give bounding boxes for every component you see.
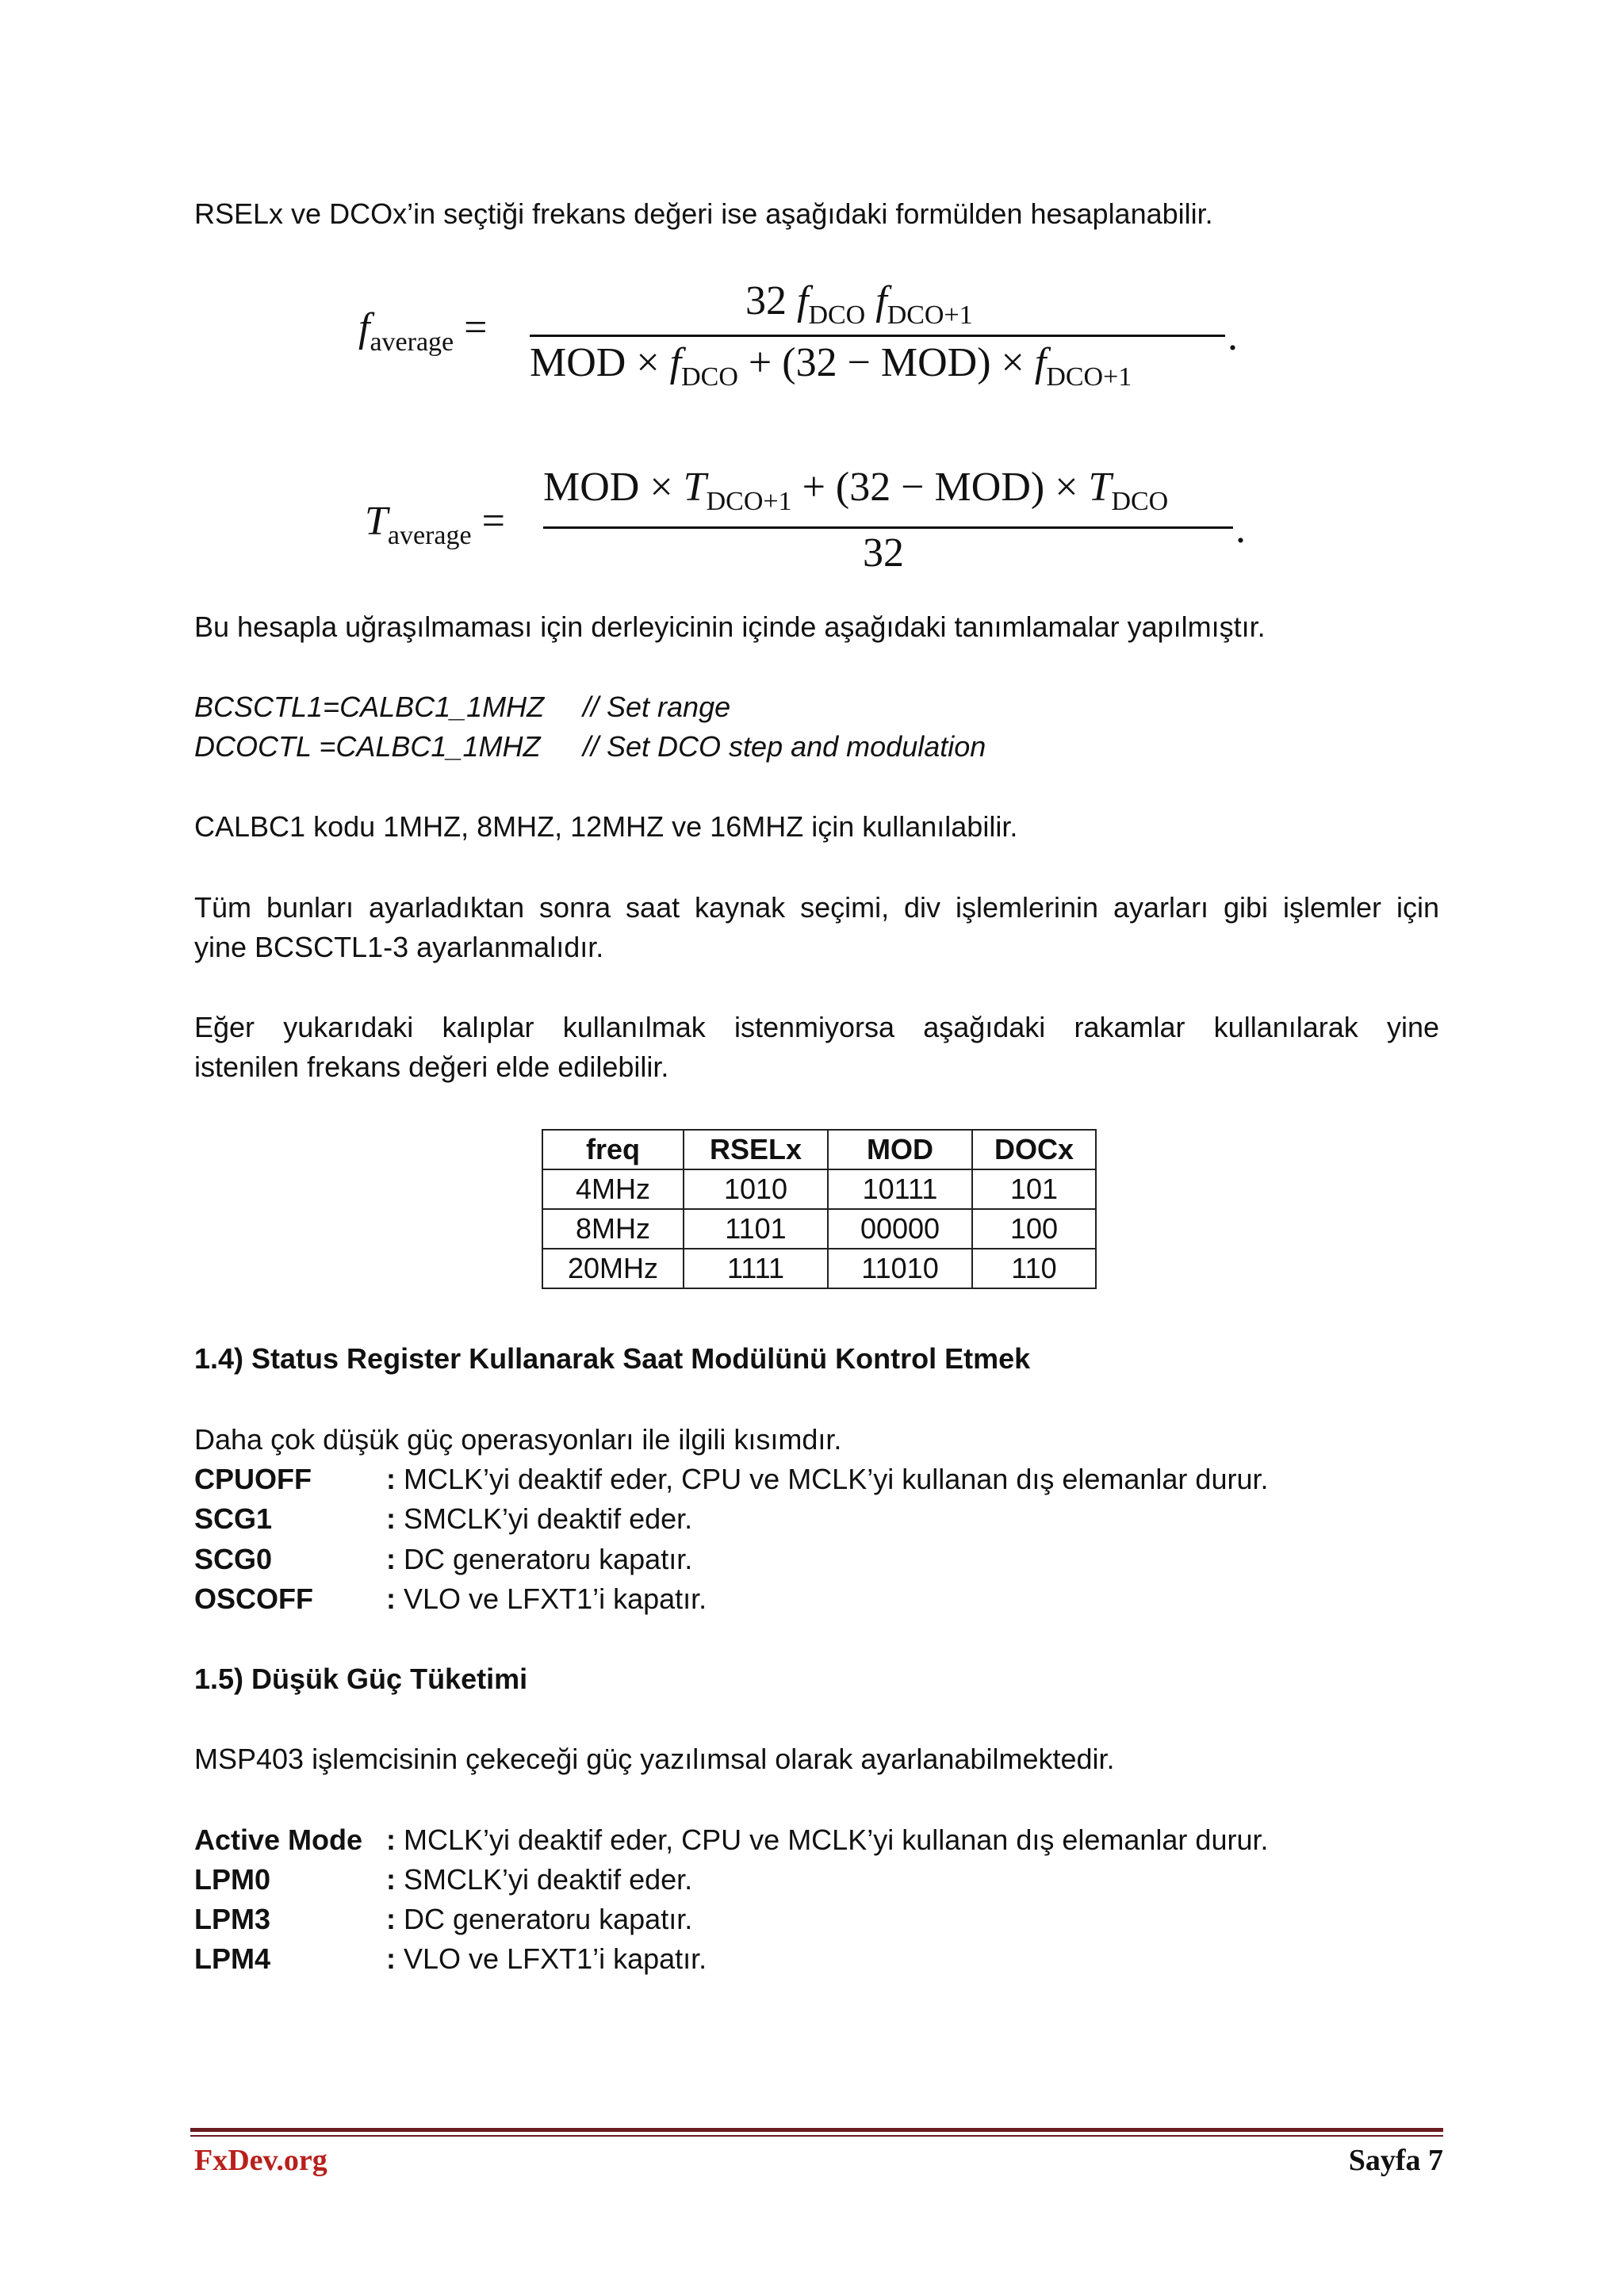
tum-paragraph-line2: yine BCSCTL1-3 ayarlanmalıdır. bbox=[194, 931, 604, 963]
msp-paragraph: MSP403 işlemcisinin çekeceği güç yazılımsal olarak ayarlanabilmektedir. bbox=[194, 1743, 1115, 1775]
formula2-lhs: $T_{average}$ = bbox=[365, 499, 505, 550]
definitions-paragraph: Bu hesapla uğraşılmaması için derleyicinin içinde aşağıdaki tanımlamalar yapılmıştır. bbox=[194, 610, 1266, 643]
table-header-row bbox=[542, 1130, 1096, 1169]
code-line-1: BCSCTL1=CALBC1_1MHZ bbox=[194, 691, 545, 723]
intro-paragraph: RSELx ve DCOx’in seçtiği frekans değeri ise aşağıdaki formülden hesaplanabilir. bbox=[194, 197, 1213, 230]
table-cell: 11010 bbox=[828, 1249, 972, 1288]
definition-key: CPUOFF bbox=[194, 1463, 312, 1495]
table-cell: 20MHz bbox=[542, 1249, 684, 1288]
frequency-table bbox=[542, 1129, 1097, 1289]
table-header-cell: freq bbox=[542, 1130, 684, 1169]
definition-key: LPM0 bbox=[194, 1863, 271, 1896]
formula2-denominator: 32 bbox=[863, 530, 904, 576]
formula1-denominator: MOD × $f_{DCO} + (32 - MOD) \times f_{DCO+1}$ bbox=[530, 340, 1132, 392]
table-row bbox=[542, 1249, 1096, 1288]
section-heading-1-5: 1.5) Düşük Güç Tüketimi bbox=[194, 1663, 528, 1695]
definition-value: : DC generatoru kapatır. bbox=[386, 1903, 693, 1935]
code-line-2: DCOCTL =CALBC1_1MHZ bbox=[194, 730, 541, 763]
table-cell: 00000 bbox=[828, 1209, 972, 1249]
footer-page-number: Sayfa 7 bbox=[1348, 2144, 1443, 2177]
definition-key: OSCOFF bbox=[194, 1582, 313, 1615]
footer-site-name: FxDev.org bbox=[194, 2144, 327, 2177]
definition-value: : VLO ve LFXT1’i kapatır. bbox=[386, 1942, 707, 1975]
definition-value: : DC generatoru kapatır. bbox=[386, 1543, 693, 1575]
tum-paragraph-line1: Tüm bunları ayarladıktan sonra saat kaynak seçimi, div işlemlerinin ayarları gibi işlemler için bbox=[194, 891, 1439, 924]
formula2-period: . bbox=[1235, 507, 1246, 552]
code-comment-2: // Set DCO step and modulation bbox=[583, 730, 986, 763]
table-row bbox=[542, 1169, 1096, 1209]
formula1-lhs: $f_{average}$ = bbox=[358, 305, 488, 357]
footer-rule-thin bbox=[190, 2135, 1443, 2137]
definition-key: LPM4 bbox=[194, 1942, 271, 1975]
definition-value: : SMCLK’yi deaktif eder. bbox=[386, 1863, 693, 1896]
footer-rule-thick bbox=[190, 2128, 1443, 2132]
definition-key: LPM3 bbox=[194, 1903, 271, 1935]
status-paragraph: Daha çok düşük güç operasyonları ile ilgili kısımdır. bbox=[194, 1423, 842, 1456]
definition-key: SCG1 bbox=[194, 1502, 273, 1535]
table-header-cell: MOD bbox=[828, 1130, 972, 1169]
table-cell: 100 bbox=[972, 1209, 1096, 1249]
calbc1-paragraph: CALBC1 kodu 1MHZ, 8MHZ, 12MHZ ve 16MHZ için kullanılabilir. bbox=[194, 810, 1018, 843]
table-cell: 4MHz bbox=[542, 1169, 684, 1209]
formula1-numerator: 32 $f_{DCO}$ $f_{DCO+1}$ bbox=[745, 278, 973, 330]
definition-value: : VLO ve LFXT1’i kapatır. bbox=[386, 1582, 707, 1615]
code-comment-1: // Set range bbox=[583, 691, 731, 723]
table-header-cell: DOCx bbox=[972, 1130, 1096, 1169]
eger-paragraph-line1: Eğer yukarıdaki kalıplar kullanılmak istenmiyorsa aşağıdaki rakamlar kullanılarak yine bbox=[194, 1011, 1439, 1043]
formula1-fraction-bar bbox=[530, 335, 1225, 337]
table-header-cell: RSELx bbox=[684, 1130, 828, 1169]
definition-key: SCG0 bbox=[194, 1543, 273, 1575]
table-cell: 1010 bbox=[684, 1169, 828, 1209]
definition-key: Active Mode bbox=[194, 1823, 363, 1856]
table-cell: 8MHz bbox=[542, 1209, 684, 1249]
section-heading-1-4: 1.4) Status Register Kullanarak Saat Modülünü Kontrol Etmek bbox=[194, 1342, 1031, 1375]
definition-value: : SMCLK’yi deaktif eder. bbox=[386, 1502, 693, 1535]
table-cell: 101 bbox=[972, 1169, 1096, 1209]
definition-value: : MCLK’yi deaktif eder, CPU ve MCLK’yi kullanan dış elemanlar durur. bbox=[386, 1823, 1269, 1856]
table-cell: 110 bbox=[972, 1249, 1096, 1288]
formula2-fraction-bar bbox=[543, 526, 1233, 529]
eger-paragraph-line2: istenilen frekans değeri elde edilebilir. bbox=[194, 1050, 669, 1083]
formula2-numerator: MOD × $T_{DCO+1} + (32 - MOD) \times T_{DCO}$ bbox=[543, 465, 1169, 516]
table-row bbox=[542, 1209, 1096, 1249]
table-cell: 10111 bbox=[828, 1169, 972, 1209]
formula1-period: . bbox=[1228, 314, 1238, 359]
table-cell: 1101 bbox=[684, 1209, 828, 1249]
table-cell: 1111 bbox=[684, 1249, 828, 1288]
definition-value: : MCLK’yi deaktif eder, CPU ve MCLK’yi kullanan dış elemanlar durur. bbox=[386, 1463, 1269, 1495]
